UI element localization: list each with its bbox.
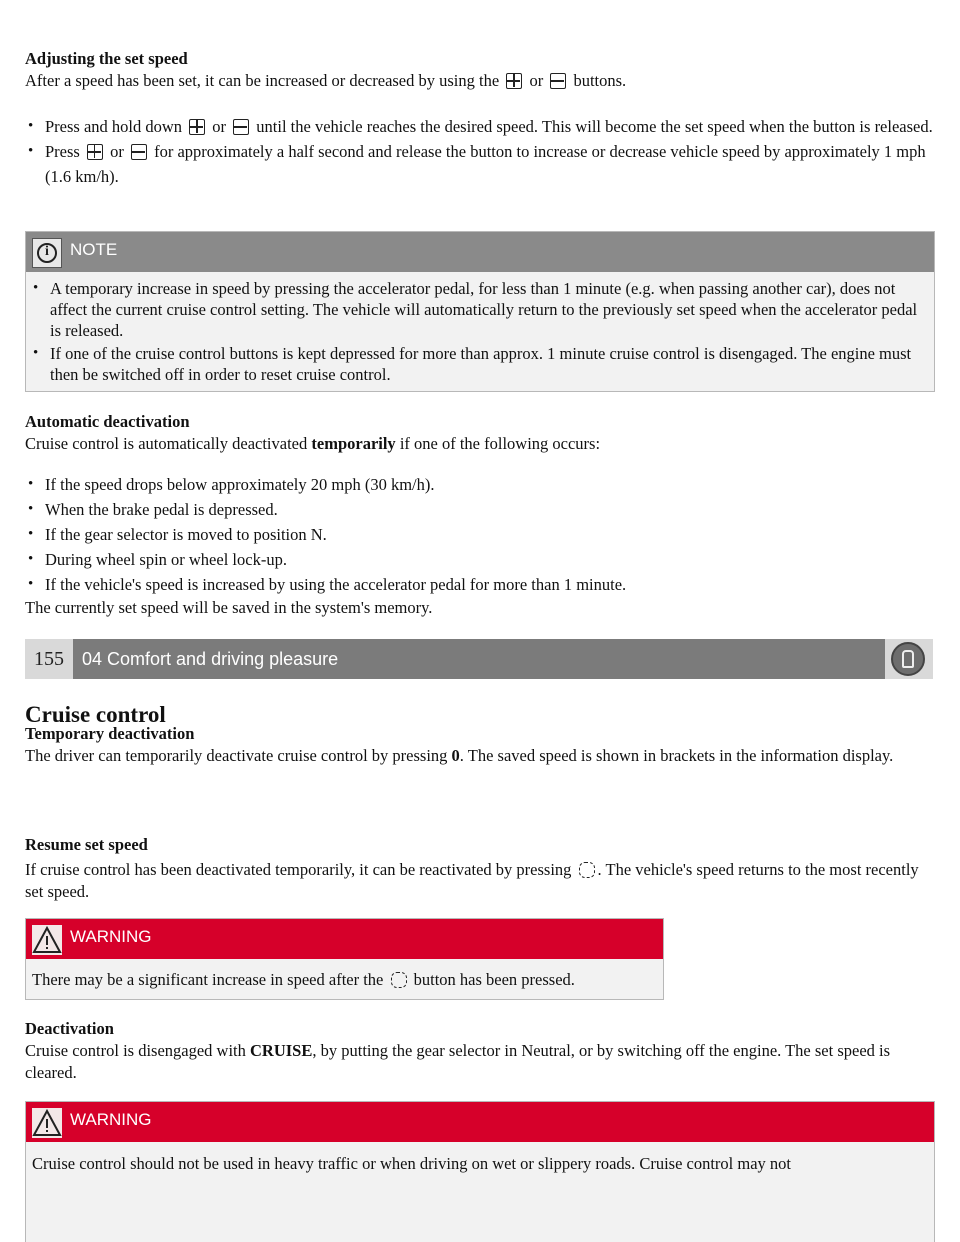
warning-title: WARNING — [70, 1110, 152, 1129]
warning-box — [25, 918, 664, 1000]
info-icon-letter: i — [45, 244, 49, 259]
auto-intro — [25, 433, 935, 455]
speed-plus-icon — [87, 144, 103, 160]
list-item: • If the vehicle's speed is increased by using the accelerator pedal for more than 1 minute. — [25, 572, 935, 597]
temp-text-a: The driver can temporarily deactivate cruise control by pressing — [25, 746, 448, 765]
deact-text-bold: CRUISE — [250, 1041, 313, 1060]
speed-minus-icon — [131, 144, 147, 160]
warning-text-a: There may be a significant increase in speed after the — [32, 970, 384, 989]
temp-section — [25, 723, 935, 767]
temp-text-b: . The saved speed is shown in brackets in the information display. — [459, 746, 894, 765]
chapter-title: 04 Comfort and driving pleasure — [82, 649, 339, 669]
bullet-text: Press — [45, 142, 80, 161]
resume-heading: Resume set speed — [25, 835, 148, 854]
warning-body: Cruise control should not be used in heavy traffic or when driving on wet or slippery roads. Cruise control may not — [32, 1154, 791, 1173]
adjust-intro-end: buttons. — [573, 71, 627, 90]
info-icon — [32, 238, 62, 268]
note-box — [25, 231, 935, 392]
resume-section — [25, 834, 935, 903]
list-item — [25, 114, 935, 139]
auto-intro-end: if one of the following occurs: — [399, 434, 601, 453]
adjust-heading: Adjusting the set speed — [25, 49, 188, 68]
resume-text-b: . The vehicle's speed returns to the most recently set speed. — [25, 860, 919, 901]
auto-heading: Automatic deactivation — [25, 412, 190, 431]
auto-intro-bold: temporarily — [311, 434, 396, 453]
list-item: • During wheel spin or wheel lock-up. — [25, 547, 935, 572]
warning-box — [25, 1101, 935, 1242]
resume-text — [25, 859, 935, 903]
list-item: • A temporary increase in speed by pressing the accelerator pedal, for less than 1 minute (e.g. when passing another car), does not affect the current cruise control setting. The vehicle will automatically return to the previously set speed when the accelerator pedal is released. — [30, 278, 930, 341]
temp-text-bold: 0 — [451, 746, 460, 765]
chapter-seat-icon — [885, 639, 933, 679]
deact-text-b: , by putting the gear selector in Neutral, or by switching off the engine. The set speed is cleared. — [25, 1041, 891, 1082]
resume-icon — [391, 972, 407, 988]
chapter-bar — [25, 639, 933, 679]
warning-header — [26, 1102, 934, 1142]
warning-triangle-icon — [32, 925, 62, 955]
warning-triangle-icon — [32, 1108, 62, 1138]
auto-footer: The currently set speed will be saved in the system's memory. — [25, 598, 433, 617]
temp-heading: Temporary deactivation — [25, 724, 195, 743]
adjust-intro-text: After a speed has been set, it can be increased or decreased by using the — [25, 71, 500, 90]
warning-title: WARNING — [70, 927, 152, 946]
deact-section — [25, 1018, 935, 1084]
note-header — [26, 232, 934, 272]
deact-text-a: Cruise control is disengaged with — [25, 1041, 246, 1060]
auto-section — [25, 411, 935, 455]
deact-heading: Deactivation — [25, 1019, 114, 1038]
bullet-text: until the vehicle reaches the desired speed. This will become the set speed when the button is released. — [256, 117, 933, 136]
auto-list — [25, 472, 935, 597]
adjust-section — [25, 48, 935, 92]
or-text: or — [529, 71, 544, 90]
list-item: • If the speed drops below approximately 20 mph (30 km/h). — [25, 472, 935, 497]
list-item: • When the brake pedal is depressed. — [25, 497, 935, 522]
temp-text — [25, 745, 935, 767]
speed-plus-icon — [189, 119, 205, 135]
list-item: • If one of the cruise control buttons is kept depressed for more than approx. 1 minute cruise control is disengaged. The engine must then be switched off in order to reset cruise control. — [30, 343, 930, 385]
list-item: • If the gear selector is moved to position N. — [25, 522, 935, 547]
resume-icon — [579, 862, 595, 878]
page-number: 155 — [25, 639, 73, 679]
seat-icon — [891, 642, 925, 676]
or-text: or — [212, 117, 227, 136]
warning-header — [26, 919, 663, 959]
speed-minus-icon — [233, 119, 249, 135]
page-title: Cruise control — [25, 702, 166, 727]
deact-text — [25, 1040, 935, 1084]
speed-plus-icon — [506, 73, 522, 89]
resume-text-a: If cruise control has been deactivated temporarily, it can be reactivated by pressing — [25, 860, 572, 879]
note-title: NOTE — [70, 240, 118, 259]
bullet-text: Press and hold down — [45, 117, 183, 136]
note-list — [26, 272, 934, 391]
warning-body — [26, 959, 663, 1001]
bullet-text: for approximately a half second and release the button to increase or decrease vehicle speed by approximately 1 mph (1.6 km/h). — [45, 142, 926, 186]
list-item — [25, 139, 935, 189]
adjust-intro — [25, 70, 935, 92]
adjust-list — [25, 114, 935, 189]
speed-minus-icon — [550, 73, 566, 89]
or-text: or — [110, 142, 124, 161]
warning-text-b: button has been pressed. — [413, 970, 575, 989]
auto-intro-text: Cruise control is automatically deactivated — [25, 434, 308, 453]
